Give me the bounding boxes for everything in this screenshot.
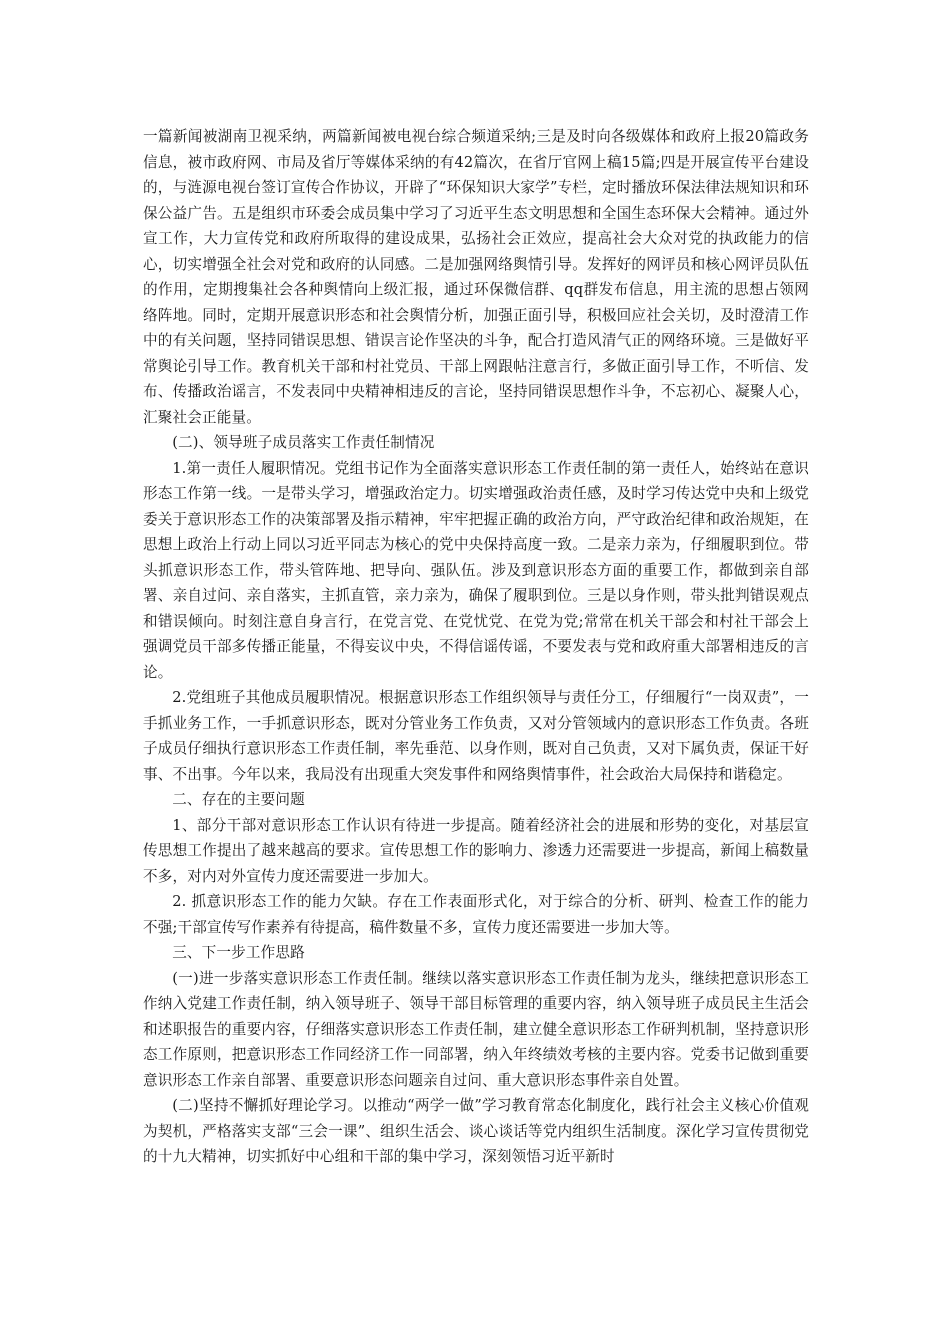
paragraph-other-members: 2.党组班子其他成员履职情况。根据意识形态工作组织领导与责任分工，仔细履行“一岗双责”，一手抓业务工作，一手抓意识形态，既对分管业务工作负责，又对分管领域内的意识形态工作负责。各班子成员仔细执行意识形态工作责任制，率先垂范、以身作则，既对自己负责，又对下属负责，保证干好事、不出事。今年以来，我局没有出现重大突发事件和网络舆情事件，社会政治大局保持和谐稳定。 [143, 689, 809, 783]
paragraph-next-step-1: (一)进一步落实意识形态工作责任制。继续以落实意识形态工作责任制为龙头，继续把意识形态工作纳入党建工作责任制，纳入领导班子、领导干部目标管理的重要内容，纳入领导班子成员民主生活会和述职报告的重要内容，仔细落实意识形态工作责任制，建立健全意识形态工作研判机制，坚持意识形态工作原则，把意识形态工作同经济工作一同部署，纳入年终绩效考核的主要内容。党委书记做到重要意识形态工作亲自部署、重要意识形态问题亲自过问、重大意识形态事件亲自处置。 [143, 969, 809, 1089]
paragraph-propaganda-work: 一篇新闻被湖南卫视采纳，两篇新闻被电视台综合频道采纳;三是及时向各级媒体和政府上报20篇政务信息，被市政府网、市局及省厅等媒体采纳的有42篇次，在省厅官网上稿15篇;四是开展宣传平台建设的，与涟源电视台签订宣传合作协议，开辟了“环保知识大家学”专栏，定时播放环保法律法规知识和环保公益广告。五是组织市环委会成员集中学习了习近平生态文明思想和全国生态环保大会精神。通过外宣工作，大力宣传党和政府所取得的建设成果，弘扬社会正效应，提高社会大众对党的执政能力的信心，切实增强全社会对党和政府的认同感。二是加强网络舆情引导。发挥好的网评员和核心网评员队伍的作用，定期搜集社会各种舆情向上级汇报，通过环保微信群、qq群发布信息，用主流的思想占领网络阵地。同时，定期开展意识形态和社会舆情分析，加强正面引导，积极回应社会关切，及时澄清工作中的有关问题，坚持同错误思想、错误言论作坚决的斗争，配合打造风清气正的网络环境。三是做好平常舆论引导工作。教育机关干部和村社党员、干部上网跟帖注意言行，多做正面引导工作，不听信、发布、传播政治谣言，不发表同中央精神相违反的言论，坚持同错误思想作斗争，不忘初心、凝聚人心，汇聚社会正能量。 [143, 128, 809, 426]
paragraph-first-responsible-person: 1.第一责任人履职情况。党组书记作为全面落实意识形态工作责任制的第一责任人，始终站在意识形态工作第一线。一是带头学习，增强政治定力。切实增强政治责任感，及时学习传达党中央和上级党委关于意识形态工作的决策部署及指示精神，牢牢把握正确的政治方向，严守政治纪律和政治规矩，在思想上政治上行动上同以习近平同志为核心的党中央保持高度一致。二是亲力亲为，仔细履职到位。带头抓意识形态工作，带头管阵地、把导向、强队伍。涉及到意识形态方面的重要工作，都做到亲自部署、亲自过问、亲自落实，主抓直管，亲力亲为，确保了履职到位。三是以身作则，带头批判错误观点和错误倾向。时刻注意自身言行，在党言党、在党忧党、在党为党;常常在机关干部会和村社干部会上强调党员干部多传播正能量，不得妄议中央，不得信谣传谣，不要发表与党和政府重大部署相违反的言论。 [143, 459, 809, 681]
section-heading-next-steps: 三、下一步工作思路 [172, 944, 305, 961]
document-body [143, 124, 809, 1170]
section-heading-main-problems: 二、存在的主要问题 [172, 791, 305, 808]
paragraph-problem-2: 2. 抓意识形态工作的能力欠缺。存在工作表面形式化，对于综合的分析、研判、检查工作的能力不强;干部宣传写作素养有待提高，稿件数量不多，宣传力度还需要进一步加大等。 [143, 893, 809, 936]
paragraph-problem-1: 1、部分干部对意识形态工作认识有待进一步提高。随着经济社会的进展和形势的变化，对基层宣传思想工作提出了越来越高的要求。宣传思想工作的影响力、渗透力还需要进一步提高，新闻上稿数量不多，对内对外宣传力度还需要进一步加大。 [143, 816, 809, 885]
section-heading-leadership-responsibility: (二)、领导班子成员落实工作责任制情况 [172, 434, 435, 451]
paragraph-next-step-2: (二)坚持不懈抓好理论学习。以推动“两学一做”学习教育常态化制度化，践行社会主义核心价值观为契机，严格落实支部“三会一课”、组织生活会、谈心谈话等党内组织生活制度。深化学习宣传贯彻党的十九大精神，切实抓好中心组和干部的集中学习，深刻领悟习近平新时 [143, 1097, 809, 1165]
